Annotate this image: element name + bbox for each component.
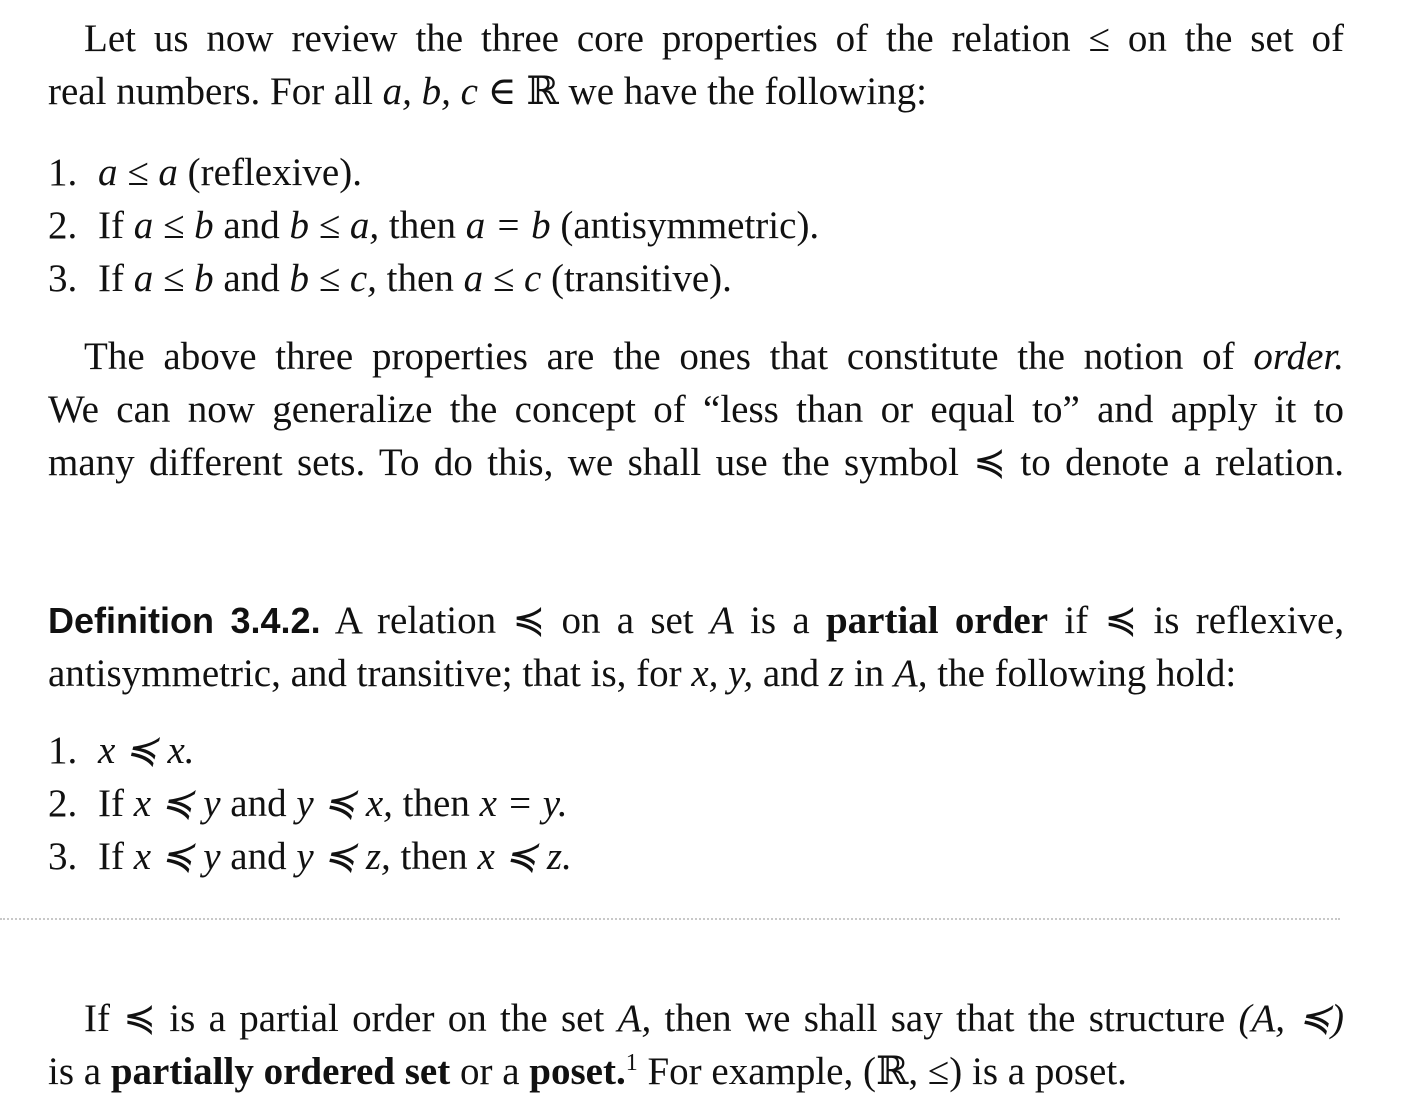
preceq-symbol: ≼ [973,441,1006,484]
page-separator [0,918,1340,920]
definition-line-1: Definition 3.4.2. A relation ≼ on a set A is a partial order if ≼ is reflexive, [48,599,1345,642]
poset-short-term: poset. [529,1050,626,1093]
definition-block [48,594,1344,700]
intro-paragraph [48,12,1344,118]
order-paragraph [48,330,1344,489]
leq-symbol: ≤ [1088,17,1110,60]
list-item: 3. If a ≤ b and b ≤ c, then a ≤ c (transitive). [48,257,732,300]
definition-line-2: antisymmetric, and transitive; that is, for x, y, and z in A, the following hold: [48,652,1237,695]
order-line-3: many different sets. To do this, we shall use the symbol ≼ to denote a relation. [48,441,1344,484]
real-properties-list [48,146,1344,305]
poset-line-2: is a partially ordered set or a poset.$^1$ For example, (ℝ, ≤) is a poset. [48,1050,1127,1093]
list-item: 1. x ≼ x. [48,729,195,772]
poset-term: partially ordered set [110,1050,451,1093]
intro-line-1: Let us now review the three core properties of the relation ≤ on the set of [84,17,1344,60]
list-item: 2. If x ≼ y and y ≼ x, then x = y. [48,782,568,825]
intro-line-2: real numbers. For all a, b, c ∈ ℝ we have the following: [48,70,928,113]
partial-order-list [48,724,1344,883]
element-of-symbol: ∈ [487,70,517,113]
partial-order-term: partial order [825,599,1049,642]
order-line-2: We can now generalize the concept of “less than or equal to” and apply it to [48,388,1344,431]
poset-paragraph [48,992,1344,1098]
poset-line-1: If ≼ is a partial order on the set A, then we shall say that the structure (A, ≼) [84,997,1345,1040]
list-item: 3. If x ≼ y and y ≼ z, then x ≼ z. [48,835,572,878]
list-item: 1. a ≤ a (reflexive). [48,151,362,194]
definition-label: Definition 3.4.2. [48,600,321,641]
reals-symbol: ℝ [526,70,559,113]
footnote-marker[interactable]: 1 [625,1050,638,1076]
list-item: 2. If a ≤ b and b ≤ a, then a = b (antisymmetric). [48,204,820,247]
order-line-1: The above three properties are the ones that constitute the notion of order. [84,335,1345,378]
